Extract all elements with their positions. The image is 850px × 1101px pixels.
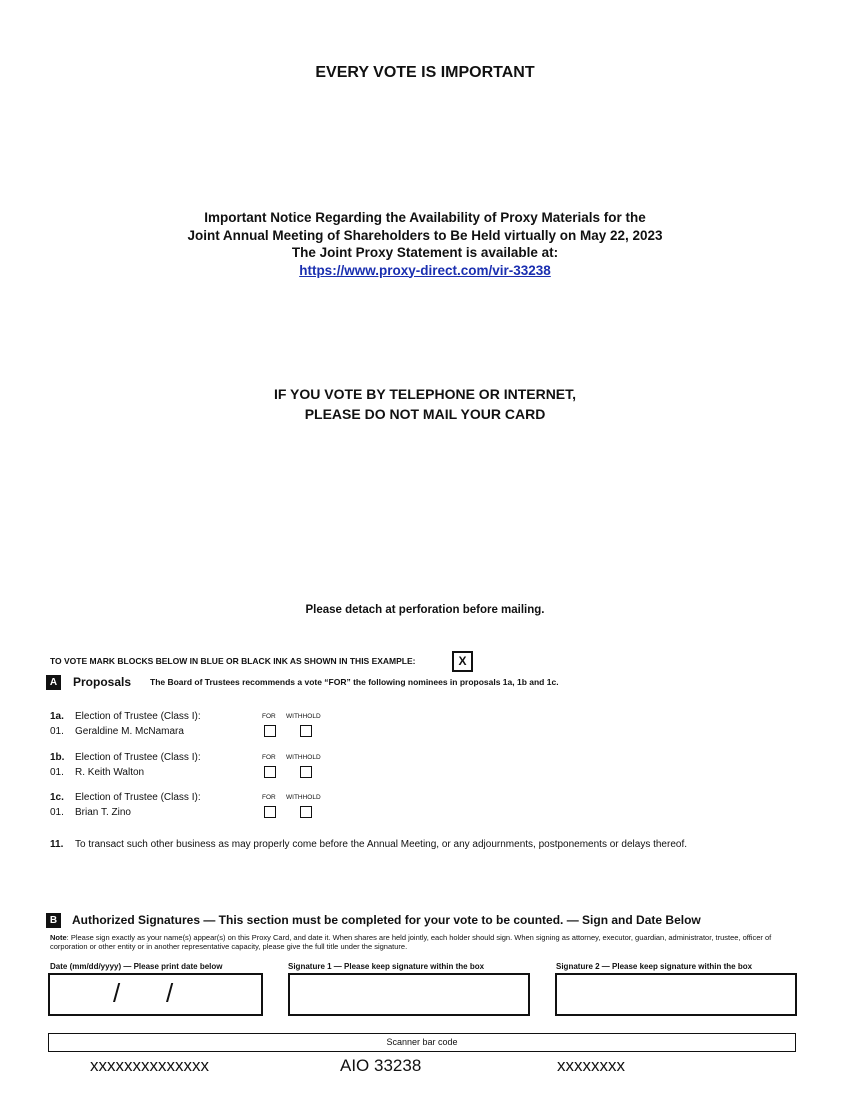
withhold-column-label: WITHHOLD xyxy=(286,713,321,720)
proposal-number: 1b. xyxy=(50,752,65,763)
section-b-title: Authorized Signatures — This section must be completed for your vote to be counted. — Sign and Date Below xyxy=(72,913,701,927)
page-title: EVERY VOTE IS IMPORTANT xyxy=(315,64,535,81)
nominee-number: 01. xyxy=(50,807,64,818)
signature-2-label: Signature 2 — Please keep signature within the box xyxy=(556,962,753,971)
nominee-number: 01. xyxy=(50,726,64,737)
phone-notice-line-2: PLEASE DO NOT MAIL YOUR CARD xyxy=(304,406,546,422)
proxy-notice xyxy=(0,209,850,279)
example-instruction: TO VOTE MARK BLOCKS BELOW IN BLUE OR BLACK INK AS SHOWN IN THIS EXAMPLE: xyxy=(50,656,416,666)
section-a-subtitle: The Board of Trustees recommends a vote “FOR” the following nominees in proposals 1a, 1b and 1c. xyxy=(150,677,559,687)
for-checkbox[interactable] xyxy=(264,806,276,818)
for-column-label: FOR xyxy=(262,754,276,761)
proxy-statement-link[interactable]: https://www.proxy-direct.com/vir-33238 xyxy=(299,262,551,278)
for-column-label: FOR xyxy=(262,794,276,801)
notice-line-2: Joint Annual Meeting of Shareholders to Be Held virtually on May 22, 2023 xyxy=(187,227,663,243)
note-label: Note xyxy=(50,933,67,942)
proposal-text: Election of Trustee (Class I): xyxy=(75,792,201,803)
signature-1-field[interactable] xyxy=(288,973,530,1016)
withhold-column-label: WITHHOLD xyxy=(286,794,321,801)
date-label: Date (mm/dd/yyyy) — Please print date below xyxy=(50,962,223,971)
section-a-badge: A xyxy=(46,675,61,690)
nominee-name: Geraldine M. McNamara xyxy=(75,726,184,737)
nominee-number: 01. xyxy=(50,767,64,778)
nominee-name: R. Keith Walton xyxy=(75,767,145,778)
phone-notice-line-1: IF YOU VOTE BY TELEPHONE OR INTERNET, xyxy=(273,386,577,402)
proposal-text: Election of Trustee (Class I): xyxy=(75,711,201,722)
for-checkbox[interactable] xyxy=(264,725,276,737)
phone-internet-notice xyxy=(0,384,850,424)
footer-right-code: xxxxxxxx xyxy=(557,1056,625,1075)
withhold-checkbox[interactable] xyxy=(300,766,312,778)
example-mark-box: X xyxy=(452,651,473,672)
footer-center-code: AIO 33238 xyxy=(340,1056,422,1075)
scanner-barcode: Scanner bar code xyxy=(48,1033,796,1052)
signature-1-label: Signature 1 — Please keep signature within the box xyxy=(288,962,485,971)
proposal-text: Election of Trustee (Class I): xyxy=(75,752,201,763)
notice-line-3: The Joint Proxy Statement is available at: xyxy=(291,245,559,260)
date-separator: / xyxy=(166,978,174,1008)
nominee-name: Brian T. Zino xyxy=(75,807,131,818)
proposal-11-number: 11. xyxy=(50,839,64,850)
withhold-checkbox[interactable] xyxy=(300,725,312,737)
section-a-title: Proposals xyxy=(73,675,132,689)
proposal-number: 1a. xyxy=(50,711,64,722)
footer-left-code: xxxxxxxxxxxxxx xyxy=(90,1056,209,1075)
note-text: : Please sign exactly as your name(s) appear(s) on this Proxy Card, and date it. When shares are held jointly, each holder should sign. When signing as attorney, executor, guardian, administrator, trustee, officer of corporation or other entity or in another representative capacity, please give the full title under the signature. xyxy=(50,933,772,951)
signature-2-field[interactable] xyxy=(555,973,797,1016)
for-column-label: FOR xyxy=(262,713,276,720)
proposal-number: 1c. xyxy=(50,792,64,803)
for-checkbox[interactable] xyxy=(264,766,276,778)
withhold-checkbox[interactable] xyxy=(300,806,312,818)
section-b-badge: B xyxy=(46,913,61,928)
notice-line-1: Important Notice Regarding the Availability of Proxy Materials for the xyxy=(204,210,646,225)
proposal-11-text: To transact such other business as may properly come before the Annual Meeting, or any adjournments, postponements or delays thereof. xyxy=(75,839,688,850)
withhold-column-label: WITHHOLD xyxy=(286,754,321,761)
date-separator: / xyxy=(113,978,121,1008)
signature-note xyxy=(50,933,780,951)
date-field[interactable] xyxy=(48,973,263,1016)
detach-instruction: Please detach at perforation before mailing. xyxy=(305,604,545,616)
